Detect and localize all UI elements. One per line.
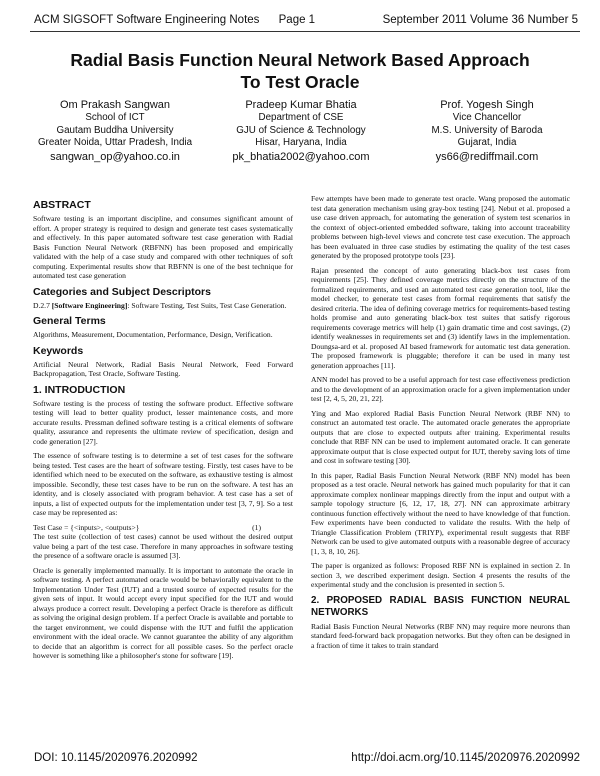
- section-2-heading: 2. PROPOSED RADIAL BASIS FUNCTION NEURAL NETWORKS: [311, 594, 570, 618]
- keywords-text: Artificial Neural Network, Radial Basis Neural Network, Feed Forward Backpropagation, Test Oracle, Software Testing.: [33, 359, 293, 378]
- body-paragraph: Ying and Mao explored Radial Basis Function Neural Network (RBF NN) to construct an automated test oracle. The automated oracle generates the appropriate outputs that are close to expected outputs after training. Experimental results conclude that RBF NN can be used to implement automated oracle. It can generate approximate output that is close expected output for IUT, thereby saving lots of time and cost in software testing [30].: [311, 408, 570, 465]
- author-affiliation: Greater Noida, Uttar Pradesh, India: [37, 137, 193, 148]
- intro-paragraph: Software testing is the process of testing the software product. Effective software testing will lead to better quality product, lesser maintenance costs, and more accurate results. Pressman defined software testing is a critical elements of software quality, assurance and represents the ultimate review of specification, design and code generation [27].: [33, 398, 293, 446]
- body-paragraph: Few attempts have been made to generate test oracle. Wang proposed the automatic test data generation mechanism using gray-box testing [24]. Nebut et al. proposed a use case driven approach, for automating the generation of system test scenarios in the context of object-oriented embedded software, taking into account traceability problems between high-level views and concrete test case execution. The approach has been evaluated in three case studies by estimating the quality of the test cases generated by the proposed prototype tools [23].: [311, 194, 570, 260]
- keywords-heading: Keywords: [33, 344, 84, 357]
- category-code: D.2.7: [33, 300, 52, 310]
- page-footer: [34, 752, 580, 764]
- author-email: pk_bhatia2002@yahoo.com: [232, 150, 370, 163]
- abstract-heading: ABSTRACT: [33, 199, 91, 211]
- author-affiliation: M.S. University of Baroda: [431, 124, 543, 136]
- page-number: Page 1: [278, 14, 316, 26]
- doi-url: http://doi.acm.org/10.1145/2020976.2020992: [351, 752, 580, 764]
- intro-paragraph: The essence of software testing is to determine a set of test cases for the software being tested. Test cases are the heart of software testing. Firstly, test cases have to be identified which need to be executed on the software, as exhaustive testing is almost impossible. Secondly, these test cases have to be run on the software. A test has an identity, and is closely associated with program behavior. A test case has a set of inputs, a list of expected outputs for the implementation under test [3, 7, 9]. So a test case may be represented as:: [33, 451, 293, 517]
- author-2: [208, 98, 394, 165]
- equation-number: (1): [252, 522, 261, 532]
- author-affiliation: Hisar, Haryana, India: [255, 137, 347, 148]
- general-terms-text: Algorithms, Measurement, Documentation, Performance, Design, Verification.: [33, 330, 273, 339]
- body-paragraph: The paper is organized as follows: Proposed RBF NN is explained in section 2. In section 3, we described experiment design. Section 4 presents the results of the experimental study and the conclusion is presented in section 5.: [311, 561, 570, 589]
- author-email: ys66@rediffmail.com: [435, 150, 539, 163]
- header-rule: [30, 31, 580, 32]
- abstract-text: Software testing is an important discipline, and consumes significant amount of effort. A proper strategy is required to design and generate test cases systematically and effectively. In this paper automated software test case generation with Radial Basis Function Neural Network (RBFNN) has been proposed and empirically validated with the help of a case study and compared with other techniques of soft computing. Experimental results show that RBFNN is one of the best technique for automated test case generation: [33, 214, 293, 280]
- doi: DOI: 10.1145/2020976.2020992: [34, 752, 198, 764]
- body-paragraph: In this paper, Radial Basis Function Neural Network (RBF NN) model has been proposed as a test oracle. Neural network has gained much popularity for that it can approximate complex nonlinear mappings directly from the input and output with a sample topology structure [6, 12, 17, 18, 27]. NN can approximate arbitrary continuous function effectively without the need to have knowledge of that function. Few experiments have been conducted to validate the results. With the help of Triangle Classification Problem (TRIYP), experimental result suggests that RBF Network can be used to give automated outputs with a reasonable degree of accuracy [1, 3, 8, 10, 26].: [311, 470, 570, 556]
- right-column: [311, 194, 570, 655]
- intro-paragraph: Oracle is generally implemented manually. It is important to automate the oracle in software testing. A perfect automated oracle would be behaviorally equivalent to the Implementation Under Test (IUT) and a trusted source of expected results for the given sets of input. It would accept every input specified for the IUT and would always produce a correct result. Developing a perfect Oracle is therefore as difficult as solving the original design problem. If a perfect Oracle is available and portable to the target environment, we could dispense with the IUT and fulfil the application environment with the ideal oracle. We cannot guarantee the ability of any algorithm to decide that an algorithm is correct for all possible cases. So the perfect oracle however is something like a philosopher's stone for software [19].: [33, 565, 293, 660]
- body-paragraph: Radial Basis Function Neural Networks (RBF NN) may require more neurons than standard feed-forward back propagation networks. But they often can be designed in a fraction of time it takes to train standard: [311, 621, 570, 650]
- author-affiliation: Gautam Buddha University: [56, 124, 174, 136]
- paper-title: [0, 49, 600, 93]
- categories-heading: Categories and Subject Descriptors: [33, 285, 211, 298]
- categories-text: [33, 301, 293, 311]
- equation-text: Test Case = {<inputs>, <outputs>}: [33, 522, 140, 532]
- author-block: [22, 98, 580, 165]
- introduction-heading: 1. INTRODUCTION: [33, 383, 126, 396]
- author-affiliation: School of ICT: [85, 112, 145, 123]
- author-1: [22, 98, 208, 165]
- body-paragraph: ANN model has proved to be a useful approach for test case effectiveness prediction and to the development of an approximation oracle for a given implementation under test [2, 4, 5, 20, 21, 22].: [311, 375, 570, 403]
- author-name: Prof. Yogesh Singh: [440, 99, 534, 111]
- author-email: sangwan_op@yahoo.co.in: [50, 150, 180, 163]
- author-name: Pradeep Kumar Bhatia: [245, 99, 357, 111]
- author-name: Om Prakash Sangwan: [59, 99, 171, 111]
- running-header: [34, 14, 578, 26]
- issue-info: September 2011 Volume 36 Number 5: [382, 14, 578, 26]
- general-terms-heading: General Terms: [33, 315, 106, 327]
- author-3: [394, 98, 580, 165]
- category-name: [Software Engineering]: [51, 300, 128, 310]
- author-affiliation: Gujarat, India: [457, 137, 517, 148]
- title-line-1: Radial Basis Function Neural Network Based Approach: [70, 50, 530, 70]
- title-line-2: To Test Oracle: [240, 72, 360, 92]
- header-left: [34, 14, 331, 26]
- intro-paragraph: The test suite (collection of test cases) cannot be used without the desired output value being a part of the test case. Therefore in many approaches in software testing the presence of a software oracle is assumed [3].: [33, 532, 293, 560]
- author-affiliation: Vice Chancellor: [452, 112, 522, 123]
- author-affiliation: GJU of Science & Technology: [236, 124, 366, 136]
- author-affiliation: Department of CSE: [258, 112, 344, 123]
- left-column: [33, 194, 293, 666]
- category-subjects: : Software Testing, Test Suits, Test Case Generation.: [127, 300, 287, 310]
- body-paragraph: Rajan presented the concept of auto generating black-box test cases from requirements [25]. They defined coverage metrics directly on the structure of the formalized requirements, and used an automated test case generation tool, like the model checker, to generate test cases from formal requirements that satisfy the desired criteria. The idea of defining coverage metrics for requirements-based testing holds promise and auto generating black-box test suites that satisfy rigorous requirements coverage metrics will help (1) gain dramatic time and cost savings, (2) identify weaknesses in requirements set and (3) identify laws in the implementation. Doungsa-ard et al. proposed AI based framework for automatic test data generation. The proposed framework is pluggable; therefore it can be used in many test generation approaches [11].: [311, 265, 570, 370]
- equation-1: [33, 523, 293, 533]
- journal-name: ACM SIGSOFT Software Engineering Notes: [34, 14, 260, 26]
